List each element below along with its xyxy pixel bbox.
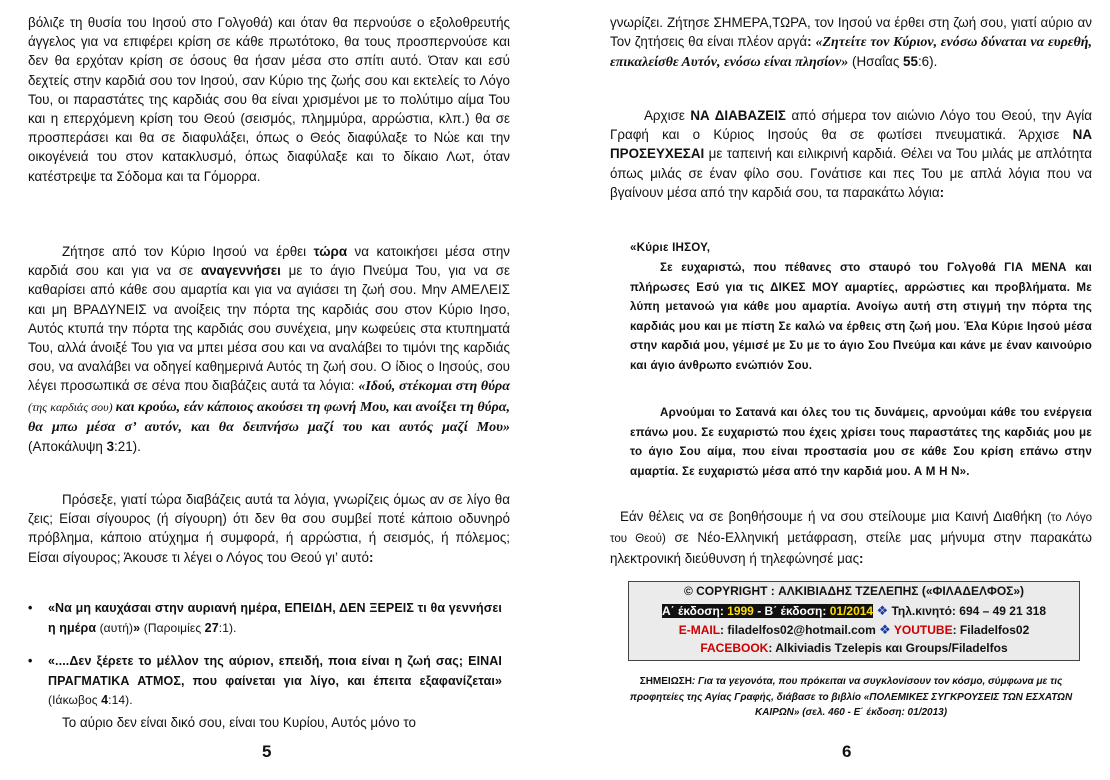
facebook-link[interactable]: : Alkiviadis Tzelepis και Groups/Filadelfos xyxy=(768,641,1008,655)
footnote xyxy=(626,674,1076,721)
colon: : xyxy=(369,549,374,565)
email-link[interactable]: : filadelfos02@hotmail.com xyxy=(720,623,876,637)
reference: :14). xyxy=(108,693,133,707)
facebook-line xyxy=(629,639,1079,658)
edition-separator: - xyxy=(753,604,765,618)
left-page xyxy=(28,0,510,780)
reference: :21). xyxy=(114,439,141,455)
colon: : xyxy=(939,184,945,200)
prayer-body-1: Σε ευχαριστώ, που πέθανες στο σταυρό του Γολγοθά ΓΙΑ ΜΕΝΑ και πλήρωσες Εσύ για τις ΔΙΚΕΣ ΜΟΥ αμαρτίες, αρρώστιες και προβλήματα. Με λύπη μετανοώ για κάθε μου αμαρτία. Ανοίγω αυτή στη στιγμή την πόρτα της καρδιάς μου και με πίστη Σε καλώ να έρθεις στη ζωή μου. Έλα Κύριε Ιησού μέσα στην καρδιά μου, γέμισέ με Συ με το άγιο Σου Πνεύμα και κάνε με έναν καινούριο και άγιο άνθρωπο ενώπιόν Σου. xyxy=(630,261,1092,372)
left-paragraph-4: Το αύριο δεν είναι δικό σου, είναι του Κυρίου, Αυτός μόνο το xyxy=(62,715,416,730)
left-paragraph-1: βόλιζε τη θυσία του Ιησού στο Γολγοθά) και όταν θα περνούσε ο εξολοθρευτής άγγελος για να επιφέρει κρίση σε κάθε πρωτότοκο, θα τους προσπερνούσε και δεν θα ερχόταν κρίση σε όσους θα ήσαν μέσα στο σπίτι αυτό. Όταν και εσύ δεχτείς στην καρδιά σου τον Ιησού, σαν Κύριο της ζωής σου και εκτελείς το Λόγο Του, οι παραστάτες της καρδιάς σου θα είναι χρισμένοι με το πολύτιμο αίμα Του και η επερχόμενη κρίση του Θεού (σεισμός, πλημμύρα, αρρώστια, κλπ.) θα σε προσπεράσει και θα σε διαφυλάξει, όπως ο Θεός διαφύλαξε το Νώε και την οικογένειά του στον κατακλυσμό, όπως διαφύλαξε και το δίκαιο Λωτ, όταν κατέστρεψε τα Σόδομα και τα Γόμορρα. xyxy=(28,15,510,184)
reference: (Αποκάλυψη xyxy=(28,439,107,455)
right-paragraph-1 xyxy=(610,13,1092,73)
emphasis-pray: ΝΑ ΠΡΟΣΕΥΧΕΣΑΙ xyxy=(610,127,1092,162)
bullet-icon: • xyxy=(28,601,33,615)
edition-1 xyxy=(662,604,873,618)
bullet-text: » xyxy=(133,620,144,635)
reference-chapter: 4 xyxy=(101,693,109,707)
bullet-item-1 xyxy=(28,599,502,638)
quote-aside: (της καρδιάς σου) xyxy=(28,399,116,414)
edition-value: 01/2014 xyxy=(829,604,874,618)
text: με το άγιο Πνεύμα Του, για να σε καθαρίσει από κάθε σου αμαρτία και για να αγιάσει τη ζωή σου. Μην ΑΜΕΛΕΙΣ και μη ΒΡΑΔΥΝΕΙΣ να ανοίξεις την πόρτα της καρδιάς σου στον Κύριο Ιησο, Αυτός κτυπά την πόρτα της καρδιάς σου συνέχεια, μην κωφεύεις στα κτυπηματά Του, αλλά άνοιξέ Του για να μπει μέσα σου και να αναλάβει το τιμόνι της καρδιάς σου, να αναλάβει να οδηγεί καθημερινά Αυτός τη ζωή σου. Ο ίδιος ο Ιησούς, σου λέγει προσωπικά σε σένα που διαβάζεις αυτά τα λόγια: xyxy=(28,263,510,394)
reference-chapter: 3 xyxy=(106,439,115,455)
note-label: ΣΗΜΕΙΩΣΗ xyxy=(639,676,692,687)
note-text: : Για τα γεγονότα, που πρόκειται να συγκλονίσουν τον κόσμο, σύμφωνα με τις προφητείες της Αγίας Γραφής, διάβασε το βιβλίο «ΠΟΛΕΜΙΚΕΣ ΣΥΓΚΡΟΥΣΕΙΣ ΤΩΝ ΕΣΧΑΤΩΝ ΚΑΙΡΩΝ» (σελ. 460 - Ε΄ έκδοση: 01/2013) xyxy=(629,676,1073,718)
bullet-text: «Να μη καυχάσαι στην αυριανή ημέρα, ΕΠΕΙΔΗ, ΔΕΝ ΞΕΡΕΙΣ τι θα γεννήσει η ημέρα xyxy=(48,601,502,635)
edition-label: Α΄ έκδοση: xyxy=(661,604,728,618)
prayer-body-2: Αρνούμαι το Σατανά και όλες του τις δυνάμεις, αρνούμαι κάθε του ενέργεια επάνω μου. Σε ευχαριστώ που έχεις χρίσει τους παραστάτες της καρδιάς μου με το άγιο Σου αίμα, που είναι προστασία μου σε κάθε Σου κρίση επάνω στην αμαρτία. Σε ευχαριστώ μέσα από την καρδιά μου. Α Μ Η Ν». xyxy=(630,406,1092,478)
aside: (το Λόγο του Θεού) xyxy=(610,512,1092,546)
reference: (Ησαΐας xyxy=(848,54,904,70)
reference: (Παροιμίες xyxy=(143,620,205,635)
scripture-quote: «Ιδού, στέκομαι στη θύρα xyxy=(358,379,510,395)
prayer-heading: «Κύριε ΙΗΣΟΥ, xyxy=(630,241,711,254)
text: Ζήτησε από τον Κύριο Ιησού να έρθει xyxy=(62,244,314,259)
phone: Τηλ.κινητό: 694 – 49 21 318 xyxy=(888,604,1047,618)
youtube-label: YOUTUBE xyxy=(890,623,953,637)
text: Πρόσεξε, γιατί τώρα διαβάζεις αυτά τα λόγια, γνωρίζεις όμως αν σε λίγο θα ζεις; Είσαι σίγουρος (ή σίγουρη) ότι δεν θα σου συμβεί ποτέ κάποιο οδυνηρό πρόβλημα, κάποιο ατύχημα ή συμφορά, ή αρρώστια, ή σεισμός, ή πόλεμος; Είσαι σίγουρος; Άκουσε τι λέγει ο Λόγος του Θεού γι’ αυτό xyxy=(28,492,510,565)
right-page xyxy=(610,0,1092,780)
colon: : xyxy=(807,34,816,50)
email-youtube-line xyxy=(629,620,1079,639)
right-paragraph-3 xyxy=(610,507,1092,569)
diamond-icon: ❖ xyxy=(879,622,891,637)
copyright-box xyxy=(628,581,1080,661)
text: από σήμερα τον αιώνιο Λόγο του Θεού, την Αγία Γραφή και ο Κύριος Ιησούς θα σε φωτίσει πνευματικά. Άρχισε xyxy=(610,108,1092,143)
bullet-icon: • xyxy=(28,654,33,668)
diamond-icon: ❖ xyxy=(876,603,889,618)
edition-label: Β΄ έκδοση: xyxy=(764,604,830,618)
reference-chapter: 55 xyxy=(903,54,918,70)
emphasis-now: τώρα xyxy=(313,244,348,259)
reference: :1). xyxy=(218,620,237,635)
emphasis-regenerate: αναγεννήσει xyxy=(200,263,281,279)
text: με ταπεινή και ειλικρινή καρδιά. Θέλει να Του μιλάς με απλότητα όπως μιλάς σε έναν φίλο σου. Γονάτισε και πες Του με απλά λόγια που να βγαίνουν μέσα από την καρδιά σου, τα παρακάτω λόγια xyxy=(610,146,1092,200)
edition-value: 1999 xyxy=(727,604,754,618)
scripture-quote: «Ζητείτε τον Κύριον, ενόσω δύναται να ευρεθή, επικαλείσθε Αυτόν, ενόσω είναι πλησίον» xyxy=(610,35,1092,71)
emphasis-read: ΝΑ ΔΙΑΒΑΖΕΙΣ xyxy=(690,108,786,123)
text: να κατοικήσει μέσα στην καρδιά σου και για να σε xyxy=(28,244,510,279)
youtube-link[interactable]: : Filadelfos02 xyxy=(952,623,1030,637)
text: Αρχισε xyxy=(644,108,691,123)
scripture-quote: και κρούω, εάν κάποιος ακούσει τη φωνή Μου, και ανοίξει τη θύρα, θα μπω μέσα σ’ αυτόν, και θα δειπνήσω μαζί του και αυτός μαζί Μου» xyxy=(28,399,510,435)
email-label: E-MAIL xyxy=(678,623,721,637)
page-number: 5 xyxy=(262,742,272,761)
edition-line xyxy=(629,601,1079,620)
text: γνωρίζει. Ζήτησε ΣΗΜΕΡΑ,ΤΩΡΑ, τον Ιησού να έρθει στη ζωή σου, γιατί αύριο αν Τον ζητήσεις θα είναι πλέον αργά xyxy=(610,15,1092,50)
text: Εάν θέλεις να σε βοηθήσουμε ή να σου στείλουμε μια Καινή Διαθήκη xyxy=(620,509,1048,524)
copyright-line: © COPYRIGHT : ΑΛΚΙΒΙΑΔΗΣ ΤΖΕΛΕΠΗΣ («ΦΙΛΑΔΕΛΦΟΣ») xyxy=(683,584,1025,598)
reference: (Ιάκωβος xyxy=(48,693,102,707)
facebook-label: FACEBOOK xyxy=(700,641,769,655)
reference-chapter: 27 xyxy=(204,620,219,635)
right-paragraph-2 xyxy=(610,106,1092,202)
reference: :6). xyxy=(917,54,938,70)
bullet-item-2 xyxy=(28,652,502,711)
left-paragraph-3 xyxy=(28,490,510,567)
bullet-aside: (αυτή) xyxy=(96,620,134,635)
bullet-text: «....Δεν ξέρετε το μέλλον της αύριον, επειδή, ποια είναι η ζωή σας; ΕΙΝΑΙ ΠΡΑΓΜΑΤΙΚΑ ΑΤΜΟΣ, που φαίνεται για λίγο, και έπειτα εξαφανίζεται» xyxy=(48,654,502,688)
text: σε Νέο-Ελληνική μετάφραση, στείλε μας μήνυμα στην παρακάτω ηλεκτρονική διεύθυνση ή τηλεφώνησέ μας xyxy=(610,530,1092,567)
page-number: 6 xyxy=(842,742,852,761)
colon: : xyxy=(859,551,864,567)
left-paragraph-2 xyxy=(28,242,510,456)
